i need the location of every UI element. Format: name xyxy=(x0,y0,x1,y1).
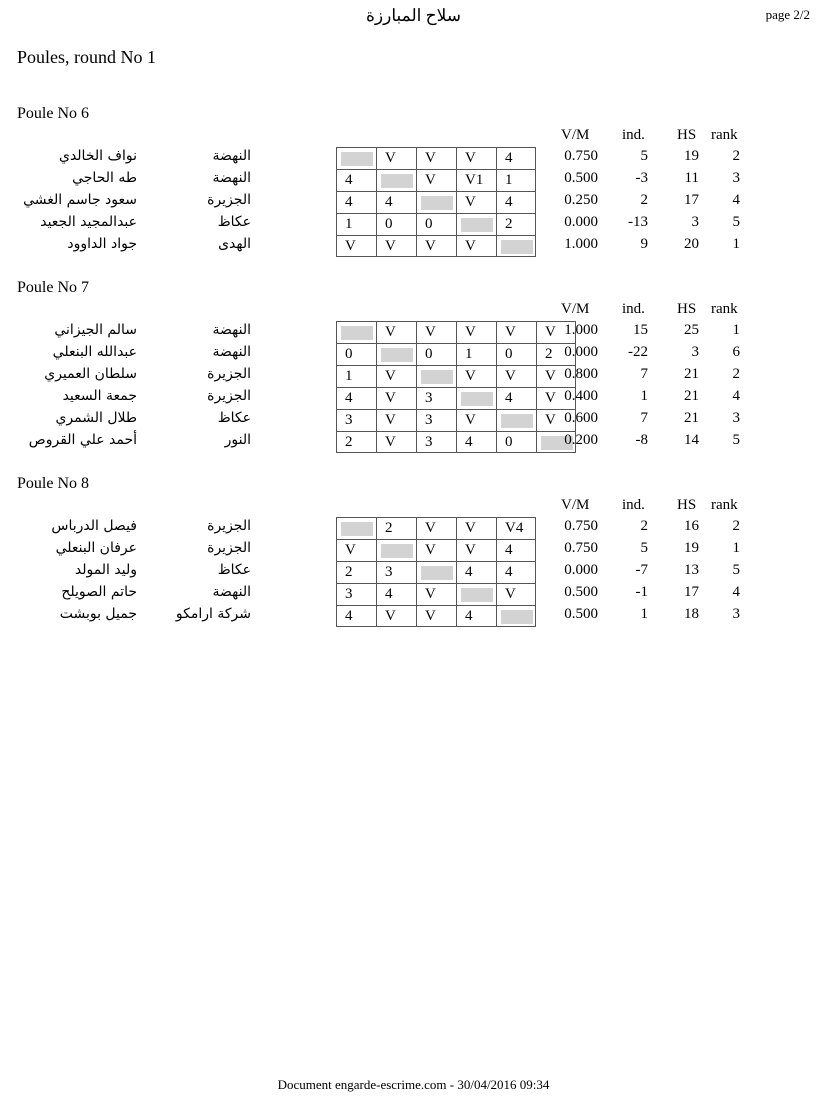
fencer-row xyxy=(0,517,827,539)
fencer-club: النهضة xyxy=(212,344,251,360)
ind-value: 1 xyxy=(640,606,648,622)
fencer-name: جمعة السعيد xyxy=(62,388,137,404)
bout-cell: 1 xyxy=(336,213,376,235)
rank-value: 4 xyxy=(732,388,740,404)
vm-value: 0.600 xyxy=(564,410,598,426)
rank-value: 4 xyxy=(732,192,740,208)
ind-value: 1 xyxy=(640,388,648,404)
fencer-name: وليد المولد xyxy=(74,562,137,578)
rank-value: 2 xyxy=(732,148,740,164)
rank-value: 3 xyxy=(732,410,740,426)
ind-value: 5 xyxy=(640,540,648,556)
bout-cell: V xyxy=(456,539,496,561)
bout-cell: 0 xyxy=(376,213,416,235)
hs-value: 20 xyxy=(684,236,699,252)
shaded-cell-marker xyxy=(421,370,453,384)
shaded-cell-marker xyxy=(381,348,413,362)
bout-cell: 2 xyxy=(336,431,376,453)
ind-value: -22 xyxy=(628,344,648,360)
bout-cell: V xyxy=(456,191,496,213)
bout-cell: 4 xyxy=(496,539,536,561)
fencer-row xyxy=(0,365,827,387)
bout-cell: 4 xyxy=(456,605,496,627)
fencer-club: الجزيرة xyxy=(207,366,251,382)
fencer-club: النهضة xyxy=(212,148,251,164)
round-title: Poules, round No 1 xyxy=(17,47,156,67)
self-bout-cell xyxy=(416,561,456,583)
ind-value: -7 xyxy=(635,562,648,578)
ind-value: -8 xyxy=(635,432,648,448)
ind-value: 9 xyxy=(640,236,648,252)
ind-value: 7 xyxy=(640,410,648,426)
rank-value: 6 xyxy=(732,344,740,360)
vm-value: 0.500 xyxy=(564,170,598,186)
self-bout-cell xyxy=(376,343,416,365)
bout-cell: 0 xyxy=(336,343,376,365)
bout-cell: V xyxy=(376,321,416,343)
self-bout-cell xyxy=(416,191,456,213)
bout-cell: 0 xyxy=(416,213,456,235)
bout-cell: V xyxy=(376,147,416,169)
hs-value: 25 xyxy=(684,322,699,338)
fencer-club: عكاظ xyxy=(217,410,251,426)
rank-value: 3 xyxy=(732,606,740,622)
bout-cell: 4 xyxy=(456,431,496,453)
bout-cell: 2 xyxy=(376,517,416,539)
rank-value: 1 xyxy=(732,540,740,556)
self-bout-cell xyxy=(336,147,376,169)
bout-cell: V xyxy=(536,387,576,409)
header-ind: ind. xyxy=(622,497,645,513)
bout-cell: 2 xyxy=(496,213,536,235)
ind-value: -3 xyxy=(635,170,648,186)
fencer-club: الجزيرة xyxy=(207,388,251,404)
fencer-name: جميل بوبشت xyxy=(59,606,137,622)
bout-cell: V xyxy=(456,365,496,387)
rank-value: 2 xyxy=(732,518,740,534)
hs-value: 21 xyxy=(684,366,699,382)
fencer-club: النور xyxy=(224,432,251,448)
header-rank: rank xyxy=(711,497,738,513)
self-bout-cell xyxy=(496,605,536,627)
bout-cell: V xyxy=(416,169,456,191)
vm-value: 0.400 xyxy=(564,388,598,404)
page-number: page 2/2 xyxy=(765,7,810,22)
fencer-name: حاتم الصويلح xyxy=(61,584,137,600)
bout-cell: V xyxy=(496,583,536,605)
bout-cell: V4 xyxy=(496,517,536,539)
shaded-cell-marker xyxy=(461,392,493,406)
fencer-club: الهدى xyxy=(218,236,251,252)
ind-value: 2 xyxy=(640,518,648,534)
hs-value: 18 xyxy=(684,606,699,622)
bout-cell: V xyxy=(376,365,416,387)
fencer-club: النهضة xyxy=(212,584,251,600)
rank-value: 2 xyxy=(732,366,740,382)
vm-value: 0.250 xyxy=(564,192,598,208)
bout-cell: V xyxy=(416,321,456,343)
fencer-row xyxy=(0,169,827,191)
bout-cell: V xyxy=(336,539,376,561)
bout-cell: 3 xyxy=(416,409,456,431)
bout-cell: V xyxy=(416,605,456,627)
rank-value: 5 xyxy=(732,214,740,230)
bout-cell: 0 xyxy=(496,343,536,365)
bout-cell: V xyxy=(456,409,496,431)
shaded-cell-marker xyxy=(381,544,413,558)
fencer-name: سعود جاسم الغشي xyxy=(23,192,137,208)
hs-value: 16 xyxy=(684,518,699,534)
self-bout-cell xyxy=(336,321,376,343)
hs-value: 13 xyxy=(684,562,699,578)
bout-cell: V xyxy=(416,147,456,169)
vm-value: 0.500 xyxy=(564,606,598,622)
fencer-name: طلال الشمري xyxy=(55,410,137,426)
fencer-name: نواف الخالدي xyxy=(58,148,137,164)
bout-cell: 2 xyxy=(336,561,376,583)
fencer-row xyxy=(0,431,827,453)
vm-value: 0.750 xyxy=(564,518,598,534)
ind-value: 15 xyxy=(633,322,648,338)
shaded-cell-marker xyxy=(501,240,533,254)
header-rank: rank xyxy=(711,127,738,143)
hs-value: 3 xyxy=(691,344,699,360)
vm-value: 1.000 xyxy=(564,236,598,252)
shaded-cell-marker xyxy=(461,588,493,602)
vm-value: 0.800 xyxy=(564,366,598,382)
hs-value: 3 xyxy=(691,214,699,230)
bout-cell: 3 xyxy=(416,431,456,453)
ind-value: 5 xyxy=(640,148,648,164)
bout-cell: 3 xyxy=(376,561,416,583)
self-bout-cell xyxy=(456,583,496,605)
poule-title: Poule No 6 xyxy=(17,105,89,122)
vm-value: 0.750 xyxy=(564,148,598,164)
fencer-club: عكاظ xyxy=(217,562,251,578)
header-hs: HS xyxy=(677,127,697,143)
bout-cell: V xyxy=(376,431,416,453)
bout-cell: V xyxy=(536,321,576,343)
fencer-row xyxy=(0,235,827,257)
rank-value: 3 xyxy=(732,170,740,186)
fencer-club: الجزيرة xyxy=(207,540,251,556)
fencer-name: طه الحاجي xyxy=(72,170,137,186)
header-vm: V/M xyxy=(561,127,590,143)
fencer-row xyxy=(0,539,827,561)
self-bout-cell xyxy=(496,235,536,257)
bout-cell: V xyxy=(416,517,456,539)
fencer-club: النهضة xyxy=(212,170,251,186)
vm-value: 0.000 xyxy=(564,214,598,230)
bout-cell: V xyxy=(416,539,456,561)
bout-cell: V xyxy=(376,387,416,409)
shaded-cell-marker xyxy=(421,566,453,580)
bout-cell: V xyxy=(456,147,496,169)
hs-value: 17 xyxy=(684,584,699,600)
bout-cell: 0 xyxy=(496,431,536,453)
footer: Document engarde-escrime.com - 30/04/2016 09:34 xyxy=(277,1077,550,1092)
bout-cell: 4 xyxy=(336,387,376,409)
fencer-row xyxy=(0,583,827,605)
rank-value: 5 xyxy=(732,432,740,448)
fencer-name: جواد الداوود xyxy=(67,236,137,252)
hs-value: 19 xyxy=(684,540,699,556)
fencer-club: عكاظ xyxy=(217,214,251,230)
fencer-name: عرفان البنعلي xyxy=(55,540,137,556)
bout-cell: 4 xyxy=(496,387,536,409)
self-bout-cell xyxy=(456,387,496,409)
fencer-name: فيصل الدرباس xyxy=(51,518,137,534)
fencer-row xyxy=(0,321,827,343)
self-bout-cell xyxy=(416,365,456,387)
ind-value: -13 xyxy=(628,214,648,230)
bout-cell: 0 xyxy=(416,343,456,365)
self-bout-cell xyxy=(496,409,536,431)
rank-value: 4 xyxy=(732,584,740,600)
fencer-club: شركة ارامكو xyxy=(175,606,251,622)
header-ind: ind. xyxy=(622,127,645,143)
bout-cell: V xyxy=(336,235,376,257)
bout-cell: V xyxy=(376,409,416,431)
bout-cell: V xyxy=(416,583,456,605)
rank-value: 1 xyxy=(732,236,740,252)
rank-value: 1 xyxy=(732,322,740,338)
bout-cell: 3 xyxy=(336,409,376,431)
page-title: سلاح المبارزة xyxy=(366,6,461,25)
bout-cell: V1 xyxy=(456,169,496,191)
ind-value: -1 xyxy=(635,584,648,600)
bout-cell: 4 xyxy=(376,583,416,605)
fencer-name: سلطان العميري xyxy=(44,366,137,382)
fencer-row xyxy=(0,387,827,409)
bout-cell: V xyxy=(376,605,416,627)
shaded-cell-marker xyxy=(381,174,413,188)
shaded-cell-marker xyxy=(501,610,533,624)
fencer-row xyxy=(0,147,827,169)
fencer-row xyxy=(0,409,827,431)
fencer-name: أحمد علي القروص xyxy=(28,432,137,448)
bout-cell: V xyxy=(496,365,536,387)
fencer-row xyxy=(0,213,827,235)
shaded-cell-marker xyxy=(501,414,533,428)
bout-cell: 4 xyxy=(376,191,416,213)
hs-value: 21 xyxy=(684,410,699,426)
bout-cell: V xyxy=(456,235,496,257)
bout-cell: 1 xyxy=(456,343,496,365)
bout-cell: 2 xyxy=(536,343,576,365)
bout-cell: 4 xyxy=(496,191,536,213)
rank-value: 5 xyxy=(732,562,740,578)
vm-value: 0.500 xyxy=(564,584,598,600)
header-rank: rank xyxy=(711,301,738,317)
fencer-name: سالم الجيزاني xyxy=(54,322,137,338)
header-hs: HS xyxy=(677,497,697,513)
bout-cell: 4 xyxy=(336,191,376,213)
bout-cell: V xyxy=(536,409,576,431)
fencer-row xyxy=(0,191,827,213)
header-hs: HS xyxy=(677,301,697,317)
bout-cell: V xyxy=(376,235,416,257)
self-bout-cell xyxy=(456,213,496,235)
self-bout-cell xyxy=(336,517,376,539)
bout-cell: V xyxy=(416,235,456,257)
hs-value: 19 xyxy=(684,148,699,164)
poule-title: Poule No 7 xyxy=(17,279,89,296)
hs-value: 17 xyxy=(684,192,699,208)
ind-value: 7 xyxy=(640,366,648,382)
shaded-cell-marker xyxy=(341,326,373,340)
bout-cell: V xyxy=(496,321,536,343)
bout-cell: 4 xyxy=(496,147,536,169)
hs-value: 14 xyxy=(684,432,699,448)
vm-value: 0.000 xyxy=(564,344,598,360)
fencer-club: النهضة xyxy=(212,322,251,338)
bout-cell: 4 xyxy=(336,169,376,191)
fencer-row xyxy=(0,343,827,365)
vm-value: 0.750 xyxy=(564,540,598,556)
vm-value: 1.000 xyxy=(564,322,598,338)
bout-cell: 4 xyxy=(336,605,376,627)
bout-cell: 3 xyxy=(336,583,376,605)
vm-value: 0.000 xyxy=(564,562,598,578)
shaded-cell-marker xyxy=(341,152,373,166)
bout-cell: 4 xyxy=(456,561,496,583)
fencer-name: عبدالله البنعلي xyxy=(52,344,137,360)
header-vm: V/M xyxy=(561,497,590,513)
shaded-cell-marker xyxy=(461,218,493,232)
bout-cell: V xyxy=(456,517,496,539)
self-bout-cell xyxy=(376,539,416,561)
poule-title: Poule No 8 xyxy=(17,475,89,492)
ind-value: 2 xyxy=(640,192,648,208)
bout-cell: V xyxy=(536,365,576,387)
shaded-cell-marker xyxy=(421,196,453,210)
hs-value: 21 xyxy=(684,388,699,404)
hs-value: 11 xyxy=(684,170,699,186)
fencer-club: الجزيرة xyxy=(207,518,251,534)
bout-cell: 3 xyxy=(416,387,456,409)
bout-cell: 1 xyxy=(496,169,536,191)
bout-cell: V xyxy=(456,321,496,343)
bout-cell: 1 xyxy=(336,365,376,387)
self-bout-cell xyxy=(376,169,416,191)
header-vm: V/M xyxy=(561,301,590,317)
fencer-row xyxy=(0,605,827,627)
header-ind: ind. xyxy=(622,301,645,317)
fencer-club: الجزيرة xyxy=(207,192,251,208)
vm-value: 0.200 xyxy=(564,432,598,448)
fencer-row xyxy=(0,561,827,583)
bout-cell: 4 xyxy=(496,561,536,583)
fencer-name: عبدالمجيد الجعيد xyxy=(40,214,137,230)
shaded-cell-marker xyxy=(341,522,373,536)
